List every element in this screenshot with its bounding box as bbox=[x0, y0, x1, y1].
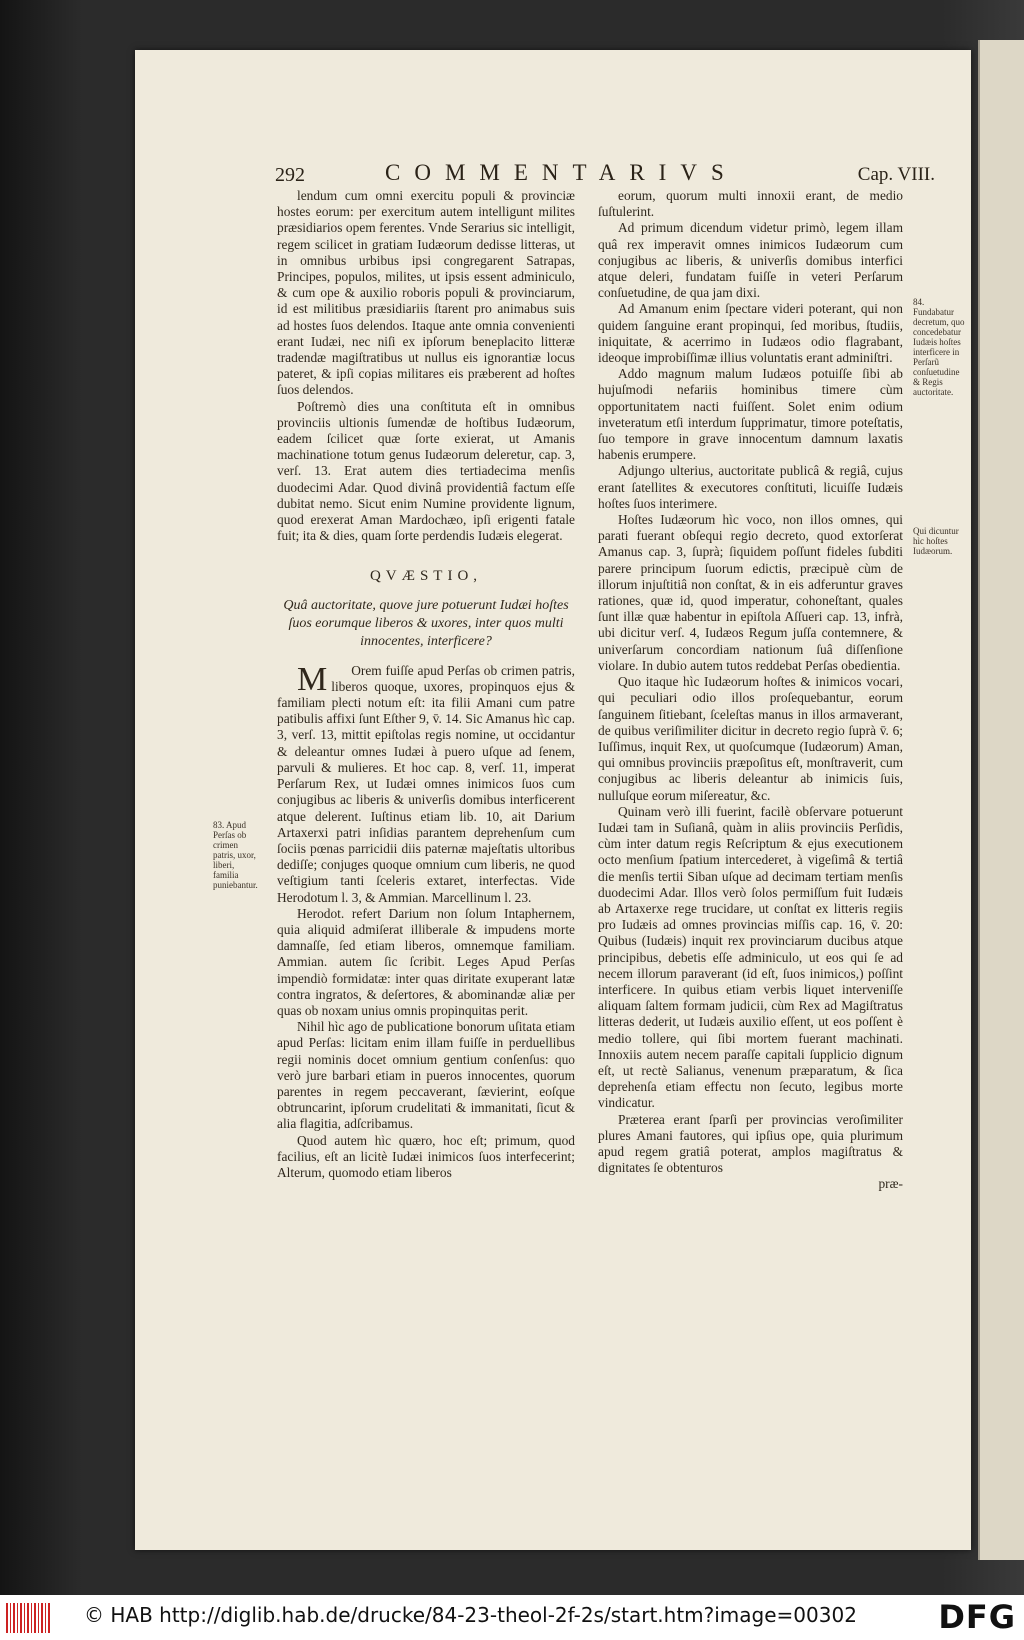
paragraph: Præterea erant ſparſi per provincias veroſimiliter plures Amani fautores, qui ipſius ope, quia plurimum apud regem gratiâ poterat, amplos magiſtratus & dignitates ſe obtenturos bbox=[598, 1111, 903, 1176]
credit-link[interactable]: © HAB http://diglib.hab.de/drucke/84-23-theol-2f-2s/start.htm?image=00302 bbox=[84, 1603, 857, 1627]
paragraph: Addo magnum malum Iudæos potuiſſe ſibi ab hujuſmodi nefariis hominibus timere cùm opportunitatem nacti fuiſſent. Solet enim odium inveteratum etſi interdum ſupprimatur, timore poteſtatis, ſuo tempore in grave innocentum damnum laxatis habenis erumpere. bbox=[598, 366, 903, 463]
dfg-logo: DFG bbox=[938, 1598, 1016, 1636]
left-text-column bbox=[277, 188, 575, 1181]
drop-cap: M bbox=[297, 660, 328, 698]
right-text-column bbox=[598, 188, 903, 1193]
chapter-label: Cap. VIII. bbox=[857, 164, 935, 185]
paragraph: Nihil hìc ago de publicatione bonorum uſitata etiam apud Perſas: licitam enim illam fuiſſe in perduellibus regii nominis docet omnium gentium conſenſus: quo verò jure barbari etiam in pueros innocentes, quorum parentes in regem peccaverant, ſævierint, eoſque obtruncarint, ipſorum crudelitati & immanitati, ſicut & alia flagitia, adſcribamus. bbox=[277, 1019, 575, 1132]
paragraph-text: Orem fuiſſe apud Perſas ob crimen patris, liberos quoque, uxores, propinquos ejus & familiam plecti notum eſt: ita filii Amani cum patre patibulis affixi ſunt Eſther 9, v̄. 14. Sic Amanus hìc cap. 3, verſ. 13, mittit epiſtolas regis nomine, ut occidantur & deleantur omnes Iudæi à puero uſque ad ſenem, parvuli & mulieres. Et hoc cap. 8, verſ. 11, imperat Perſarum Rex, ut Iudæi omnes inimicos ſuos cum conjugibus ac liberis & univerſis domibus interficerent atque delerent. Iuſtinus etiam lib. 10, ait Darium Artaxerxi patri inſidias parantem deprehenſum cum ſociis pœnas parricidii diis paternæ majeſtatis ultoribus dediſſe; conjuges quoque omnium cum liberis, ne quod veſtigium tanti ſceleris extaret, interfectas. Vide Herodotum l. 3, & Ammian. Marcellinum l. 23. bbox=[277, 662, 575, 905]
paragraph: Herodot. refert Darium non ſolum Intaphernem, quia aliquid admiſerat illiberale & impudens morte damnaſſe, ſed etiam liberos, omnemque familiam. Ammian. autem ſic ſcribit. Leges Apud Perſas impendiò formidatæ: inter quas diritate exuperant latæ contra ingratos, & deſertores, & abominandæ aliæ per quas ob noxam unius omnis propinquitas perit. bbox=[277, 905, 575, 1018]
paragraph: eorum, quorum multi innoxii erant, de medio ſuſtulerint. bbox=[598, 188, 903, 220]
paragraph: Adjungo ulterius, auctoritate publicâ & regiâ, cujus erant ſatellites & executores conſtituti, licuiſſe Iudæis hoſtes ſuos interimere. bbox=[598, 463, 903, 511]
book-page bbox=[135, 50, 971, 1550]
margin-note-83: 83. Apud Perſas ob crimen patris, uxor, liberi, familia puniebantur. bbox=[213, 820, 258, 890]
margin-note-84: 84. Fundabatur decretum, quo concedebatur Iudæis hoſtes interficere in Perſarũ conſuetudine & Regis auctoritate. bbox=[913, 297, 965, 397]
paragraph: Ad Amanum enim ſpectare videri poterant, qui non quidem ſanguine erant propinqui, ſed moribus, ſtudiis, iniquitate, & acerrimo in Iudæos odio flagrabant, ideoque improbiſſimæ illius voluntatis erant adminiſtri. bbox=[598, 301, 903, 366]
viewer-footer bbox=[0, 1595, 1024, 1640]
question-heading: QVÆSTIO, bbox=[369, 568, 483, 585]
paragraph: Hoſtes Iudæorum hìc voco, non illos omnes, qui parati fuerant obſequi regio decreto, quod extorſerat Amanus cap. 3, ſuprà; ſiquidem poſſunt fideles ſubditi parere principum ſuorum edictis, præcipuè cùm de illorum injuſtitiâ non conſtat, & in eis adferuntur graves rationes, quæ id, quod imperatur, cohoneſtant, quales ſunt illæ quæ habentur in epiſtola Aſſueri cap. 13, infrà, ubi dicitur verſ. 4, Iudæos Regum juſſa contemnere, & univerſarum concordiam nationum ſuâ diſſenſione violare. In dubio autem tutos reddebat Perſas obedientia. bbox=[598, 512, 903, 673]
adjacent-page-edge bbox=[978, 40, 1024, 1560]
paragraph: Quod autem hìc quæro, hoc eſt; primum, quod facilius, eſt an licitè Iudæi inimicos ſuos interfecerint; Alterum, quomodo etiam liberos bbox=[277, 1132, 575, 1180]
running-title: COMMENTARIVS bbox=[385, 160, 738, 185]
paragraph: lendum cum omni exercitu populi & provinciæ hostes eorum: per exercitum autem intelligunt milites præsidiarios opem ferentes. Vnde Serarius sic intelligit, regem scilicet in gratiam Iudæorum dedisse litteras, ut in omnibus urbibus ipsi congregarent Satrapas, Principes, populos, milites, ut ipsis essent adminiculo, & cum ope & auxilio roboris populi & provinciarum, id est militibus præsidiariis ſtarent pro animabus suis ad hostes ſuos delendos. Itaque ante omnia convenienti erant Iudæi, nec niſi ex ipſorum beneplacito litteræ tradendæ magiſtratibus ut nullus eis ignorantiæ locus pateret, & ipſi copias militares eis præberent ad hoſtes ſuos delendos. bbox=[277, 188, 575, 398]
question-first-paragraph bbox=[277, 660, 575, 906]
paragraph: Quinam verò illi fuerint, facilè obſervare potuerunt Iudæi tam in Suſianâ, quàm in aliis provinciis Perſidis, cùm inter datum regis Reſcriptum & ejus executionem octo menſium ſpatium intercederet, à vigeſimâ & tertiâ die menſis tertii Siban uſque ad decimam tertiam menſis duodecimi Adar. Illos verò ſolos permiſſum fuit Iudæis ab Artaxerxe rege trucidare, ut conſtat ex litteris regiis pro Iudæis ad omnes provincias miſſis cap. 16, v̄. 20: Quibus (Iudæis) inquit rex provinciarum ducibus atque principibus, debetis eſſe adminiculo, ut eos qui ſe ad necem illorum paraverant (id eſt, ſuos inimicos,) poſſint interficere. In quibus etiam verbis liquet interveniſſe aliquam ſaltem formam judicii, cùm Rex ad Magiſtratus litteras dederit, ut Iudæis auxilio eſſent, ut eos poſſent è medio tollere, qui ſibi mortem fuerant machinati. Innoxiis autem necem paraſſe capitali ſupplicio dignum eſt, ut rectè Salianus, venenum præparatum, & ſica deprehenſa etiam effectu non ſecuto, legibus morte vindicatur. bbox=[598, 803, 903, 1111]
question-text: Quâ auctoritate, quove jure potuerunt Iudæi hoſtes ſuos eorumque liberos & uxores, inter quos multi innocentes, interficere? bbox=[283, 597, 569, 649]
page-number: 292 bbox=[275, 164, 305, 186]
paragraph: Poſtremò dies una conſtituta eſt in omnibus provinciis ultionis ſumendæ de hoſtibus Iudæorum, eadem ſcilicet quæ ſorte exierat, ut Amanis machinatione totum genus Iudæorum deleretur, cap. 3, verſ. 13. Erat autem dies tertiadecima menſis duodecimi Adar. Quod divinâ providentiâ factum eſſe dubitat nemo. Sicut enim Numine providente lignum, quod erexerat Aman Mardochæo, ipſi erigenti fatale fuit; ita & dies, quam ſorte perdendis Iudæis elegerat. bbox=[277, 398, 575, 544]
paragraph: Quo itaque hìc Iudæorum hoſtes & inimicos vocari, qui peculiari odio illos proſequebantur, eorum ſanguinem ſitiebant, ſceleſtas manus in illos armaverant, de quibus veriſimiliter dicitur in decreto regio ſuprà v̄. 6; Iuſſimus, inquit Rex, ut quoſcumque (Iudæorum) Aman, qui omnibus provinciis præpoſitus eſt, monſtraverit, cum conjugibus ac liberis deleantur ab inimicis ſuis, nulluſque eorum miſereatur, &c. bbox=[598, 674, 903, 803]
margin-note-hostes: Qui dicuntur hìc hoſtes Iudæorum. bbox=[913, 526, 959, 556]
catchword: præ- bbox=[878, 1176, 903, 1192]
paragraph: Ad primum dicendum videtur primò, legem illam quâ rex imperavit omnes inimicos Iudæorum cum conjugibus ac liberis, & univerſis domibus interfici atque deleri, fundatam fuiſſe in veteri Perſarum conſuetudine, de qua jam dixi. bbox=[598, 220, 903, 301]
barcode-icon bbox=[6, 1603, 50, 1633]
